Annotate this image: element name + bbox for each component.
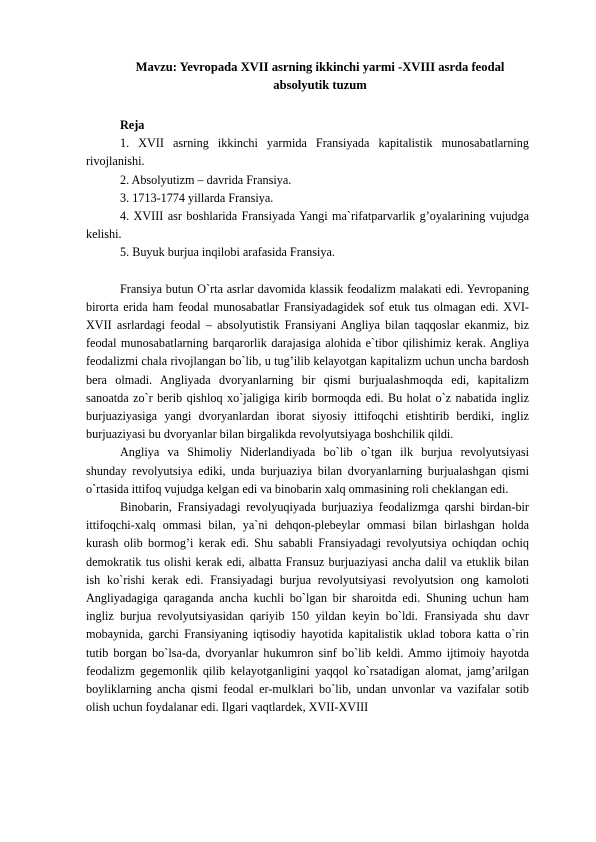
body-paragraph-2: Angliya va Shimoliy Niderlandiyada bo`lib o`tgan ilk burjua revolyutsiyasi shunday revolyutsiya ediki, unda burjuaziya bilan dvoryanlarning burjualashgan qismi o`rtasida ittifoq vujudga kelgan edi va binobarin xalq ommasining roli cheklangan edi. [86, 445, 529, 496]
body-paragraph-3: Binobarin, Fransiyadagi revolyuqiyada burjuaziya feodalizmga qarshi birdan-bir ittifoqchi-xalq ommasi bilan, ya`ni dehqon-plebeylar ommasi bilan birlashgan holda kurash olib bormog’i kerak edi. Shu sababli Fransiyadagi revolyutsiya ochiqdan ochiq demokratik tus olishi kerak edi, albatta Fransuz burjuaziyasi ancha dalil va etuklik bilan ish ko`rishi kerak edi. Fransiyadagi burjua revolyutsiyasi revolyutsion ong kamoloti Angliyadagiga qaraganda ancha kuchli bo`lgan bir sharoitda edi. Shuning uchun ham ingliz burjua revolyutsiyasidan qariyib 150 yildan keyin bo`ldi. Fransiyada shu davr mobaynida, garchi Fransiyaning iqtisodiy hayotida kapitalistik uklad tobora katta o`rin tutib borgan bo`lsa-da, dvoryanlar hukumron sinf bo`lib keldi. Ammo ijtimoiy hayotda feodalizm gegemonlik qilib kelayotganligini yaqqol ko`rsatadigan alomat, jamg’arilgan boyliklarning ancha qismi feodal er-mulklari bo`lib, undan unvonlar va vazifalar sotib olish uchun foydalanar edi. Ilgari vaqtlardek, XVII-XVIII [86, 500, 529, 715]
section-gap [86, 262, 529, 280]
title-line-2: absolyutik tuzum [273, 78, 367, 92]
plan-item: 3. 1713-1774 yillarda Fransiya. [120, 190, 274, 205]
document-title [110, 58, 530, 94]
plan-item: 4. XVIII asr boshlarida Fransiyada Yangi ma`rifatparvarlik g’oyalarining vujudga kelishi. [86, 209, 529, 242]
plan-heading: Reja [120, 118, 145, 132]
body-paragraph-1: Fransiya butun O`rta asrlar davomida klassik feodalizm malakati edi. Yevropaning birorta erida ham feodal munosabatlar Fransiyadagidek sof etuk tus olmagan edi. XVI-XVII asrlardagi feodal – absolyutistik Fransiyani Angliya bilan taqqoslar ekanmiz, biz feodal munosabatlarning barqarorlik darajasiga alohida e`tibor qilishimiz kerak. Angliya feodalizmi chala rivojlangan bo`lib, u tug’ilib kelayotgan kapitalizm uchun uncha bardosh bera olmadi. Angliyada dvoryanlarning bir qismi burjualashmoqda edi, kapitalizm sanoatda zo`r berib qishloq xo`jaligiga kirib bormoqda edi. Bu holat o`z nabatida ingliz burjuaziyasiga yangi dvoryanlardan iborat siyosiy ittifoqchi etishtirib berdiki, ingliz burjuaziyasi bu dvoryanlar bilan birgalikda revolyutsiyaga boshchilik qildi. [86, 281, 529, 442]
plan-item: 2. Absolyutizm – davrida Fransiya. [120, 172, 292, 187]
plan-item: 1. XVII asrning ikkinchi yarmida Fransiyada kapitalistik munosabatlarning rivojlanishi. [86, 136, 529, 169]
document-body [86, 116, 529, 717]
plan-item: 5. Buyuk burjua inqilobi arafasida Fransiya. [120, 245, 335, 260]
title-line-1: Mavzu: Yevropada XVII asrning ikkinchi yarmi -XVIII asrda feodal [135, 60, 505, 74]
